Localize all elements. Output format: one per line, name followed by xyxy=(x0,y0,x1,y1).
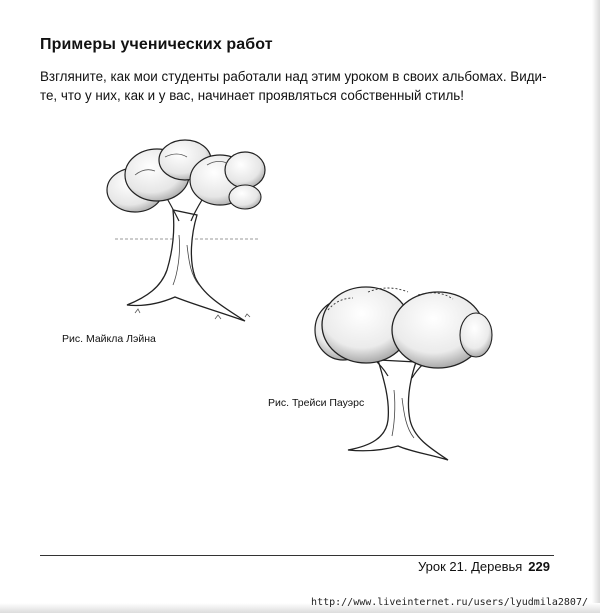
figure-caption-2: Рис. Трейси Пауэрс xyxy=(268,397,365,409)
figure-caption-1: Рис. Майкла Лэйна xyxy=(62,333,156,345)
lesson-title: Урок 21. Деревья xyxy=(417,559,523,574)
tree-drawing-icon xyxy=(95,135,270,330)
intro-line-2: те, что у них, как и у вас, начинает проявляться собственный стиль! xyxy=(40,88,464,103)
page-footer xyxy=(418,559,550,574)
section-title: Примеры ученических работ xyxy=(40,36,273,53)
tree-drawing-icon xyxy=(308,280,493,475)
intro-paragraph xyxy=(40,67,560,105)
footer-rule xyxy=(40,555,554,556)
page-edge-shadow-right xyxy=(592,0,600,613)
intro-line-1: Взгляните, как мои студенты работали над этим уроком в своих альбомах. Види- xyxy=(40,69,547,84)
watermark-url: http://www.liveinternet.ru/users/lyudmila2807/ xyxy=(311,597,588,608)
page-number: 229 xyxy=(528,559,550,574)
